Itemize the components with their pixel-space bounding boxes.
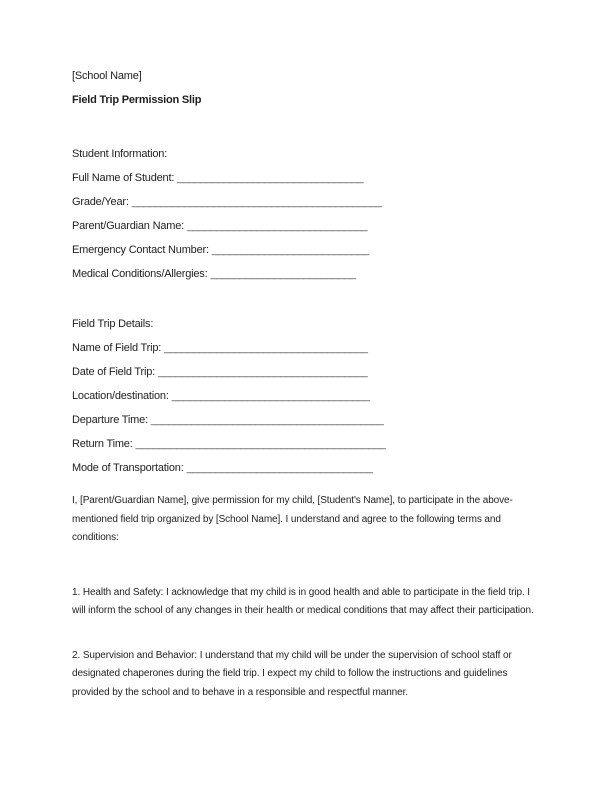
student-information-heading: Student Information: [72,148,168,160]
field-row-trip-name [72,336,540,360]
field-label-trip-date: Date of Field Trip: [72,366,156,378]
field-row-parent-guardian-name [72,214,540,238]
document-title: Field Trip Permission Slip [72,94,202,106]
field-label-medical-conditions: Medical Conditions/Allergies: [72,268,208,280]
field-row-trip-date [72,360,540,384]
field-row-emergency-contact [72,238,540,262]
field-label-transportation: Mode of Transportation: [72,462,184,474]
field-label-return-time: Return Time: [72,438,133,450]
school-name-placeholder: [School Name] [72,70,142,82]
field-label-location-destination: Location/destination: [72,390,169,402]
fill-in-line-medical-conditions[interactable]: _________________________ [210,268,356,280]
field-row-full-name [72,166,540,190]
fill-in-line-return-time[interactable]: ___________________________________________ [135,438,386,450]
fill-in-line-grade-year[interactable]: ___________________________________________ [131,196,382,208]
fill-in-line-transportation[interactable]: ________________________________ [186,462,373,474]
field-label-full-name: Full Name of Student: [72,172,175,184]
field-row-grade-year [72,190,540,214]
field-label-parent-guardian-name: Parent/Guardian Name: [72,220,184,232]
field-row-medical-conditions [72,262,540,286]
student-information-section [72,142,540,286]
document-header [72,64,540,112]
field-trip-details-section [72,312,540,480]
fill-in-line-trip-date[interactable]: ____________________________________ [158,366,368,378]
agreement-section [72,492,540,702]
field-label-trip-name: Name of Field Trip: [72,342,162,354]
field-label-departure-time: Departure Time: [72,414,148,426]
fill-in-line-emergency-contact[interactable]: ___________________________ [211,244,369,256]
field-row-location-destination [72,384,540,408]
term-health-and-safety: 1. Health and Safety: I acknowledge that my child is in good health and able to participate in the field trip. I will inform the school of any changes in their health or medical conditions that may affect their participation. [72,586,534,616]
field-row-return-time [72,432,540,456]
field-row-departure-time [72,408,540,432]
term-supervision-and-behavior: 2. Supervision and Behavior: I understand that my child will be under the supervision of school staff or designated chaperones during the field trip. I expect my child to follow the instructions and guidelines provided by the school and to behave in a responsible and respectful manner. [72,649,512,698]
field-trip-details-heading: Field Trip Details: [72,318,154,330]
permission-statement-paragraph: I, [Parent/Guardian Name], give permission for my child, [Student's Name], to participate in the above-mentioned field trip organized by [School Name]. I understand and agree to the following terms and conditions: [72,495,513,543]
field-label-emergency-contact: Emergency Contact Number: [72,244,209,256]
fill-in-line-full-name[interactable]: ________________________________ [177,172,364,184]
fill-in-line-parent-guardian-name[interactable]: _______________________________ [186,220,368,232]
field-row-transportation [72,456,540,480]
fill-in-line-location-destination[interactable]: __________________________________ [171,390,370,402]
field-label-grade-year: Grade/Year: [72,196,129,208]
fill-in-line-trip-name[interactable]: ___________________________________ [164,342,368,354]
fill-in-line-departure-time[interactable]: ________________________________________ [150,414,384,426]
